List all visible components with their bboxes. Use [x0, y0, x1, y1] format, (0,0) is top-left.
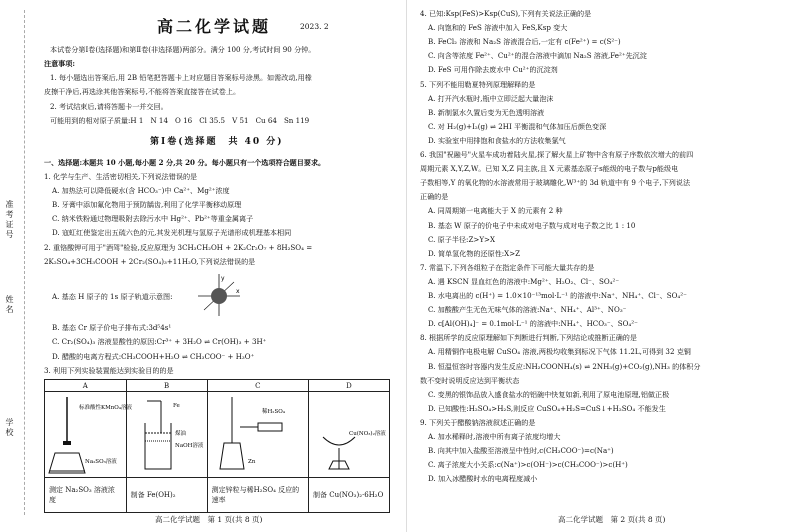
- label-b2: 煤油: [174, 430, 186, 437]
- option-line: D. FeS 可用作除去废水中 Cu²⁺的沉淀剂: [428, 65, 558, 75]
- option-line: D. 加入冰醋酸时水的电离程度减小: [428, 474, 538, 484]
- option: D. 醋酸的电离方程式:CH₃COOH+H₂O ⇌ CH₃COO⁻ + H₃O⁺: [52, 352, 255, 361]
- instruction-line: 2. 考试结束后,请将答题卡一并交回。: [50, 102, 168, 111]
- page-divider: [406, 0, 407, 532]
- option-line: B. 水电离出的 c(H⁺) = 1.0×10⁻¹³mol·L⁻¹ 的溶液中:Na⁺、NH₄⁺、Cl⁻、SO₄²⁻: [428, 291, 687, 300]
- option-line: C. 对 H₂(g)+I₂(g) ⇌ 2HI 平衡混和气体加压后颜色变深: [428, 121, 607, 131]
- label-a1: 标准酸性KMnO₄溶液: [79, 404, 133, 411]
- apparatus-a: [45, 392, 133, 478]
- question-line: 4. 已知:Ksp(FeS)>Ksp(CuS),下列有关说法正确的是: [420, 9, 592, 18]
- exam-date: 2023. 2: [300, 22, 329, 31]
- svg-text:y: y: [221, 275, 225, 282]
- side-label-school: 学校: [5, 418, 14, 438]
- label-b1: Fe: [172, 402, 180, 409]
- question-heading: 一、选择题:本题共 10 小题,每小题 2 分,共 20 分。每小题只有一个选项符合题目要求。: [44, 158, 326, 167]
- option-line: 数不变时说明反应达到平衡状态: [420, 375, 520, 385]
- option: A. 加热法可以降低硬水(含 HCO₃⁻)中 Ca²⁺、Mg²⁺浓度: [52, 186, 230, 195]
- caption-b: 制备 Fe(OH)₂: [126, 478, 207, 513]
- instruction-line: 本试卷分第Ⅰ卷(选择题)和第Ⅱ卷(非选择题)两部分。满分 100 分,考试时间 90 分钟。: [50, 45, 316, 54]
- option: D. 寇虹红使鉴定出五硫六色的元,其发光机理与氢原子光谱形成机理基本相同: [52, 228, 292, 237]
- option-line: B. 向其中加入盐酸至溶液呈中性时,c(CH₃COO⁻)=c(Na⁺): [428, 446, 614, 456]
- caption-a: 测定 Na₂SO₃ 溶液浓度: [45, 478, 127, 513]
- table-header: A: [45, 380, 127, 392]
- label-a2: Na₂SO₃溶液: [85, 458, 118, 465]
- option-line: C. 向含等浓度 Fe²⁺、Cu²⁺的混合溶液中滴加 Na₂S 溶液,Fe²⁺先沉淀: [428, 51, 647, 61]
- option-line: C. 变黑的银饰品放入盛食盐水的铝碗中快复如新,利用了原电池原理,铝做正极: [428, 389, 670, 399]
- apparatus-d: [308, 392, 389, 478]
- question-line: 7. 常温下,下列各组粒子在指定条件下可能大量共存的是: [420, 262, 595, 272]
- caption-d: 制备 Cu(NO₃)₂·6H₂O: [308, 478, 389, 513]
- footer-left: 高二化学试题 第 1 页(共 8 页): [155, 515, 263, 524]
- svg-text:x: x: [236, 288, 240, 295]
- option-line: A. 打开汽水瓶时,瓶中立即泛起大量泡沫: [428, 93, 554, 103]
- question-2-cont: 2K₂SO₄+3CH₃COOH + 2Cr₂(SO₄)₃+11H₂O,下列说法错误的是: [44, 257, 256, 266]
- table-header: C: [207, 380, 308, 392]
- option-line: D. 已知酸性:H₂SO₄>H₂S,则反应 CuSO₄+H₂S=CuS↓+H₂SO₄ 不能发生: [428, 403, 666, 413]
- atomic-mass-line: 可能用到的相对原子质量:H 1 N 14 O 16 Cl 35.5 V 51 Cu 64 Sn 119: [50, 116, 310, 125]
- label-c2: Zn: [247, 458, 256, 465]
- question-2: 2. 重铬酸钾可用于"酒驾"检验,反应原理为 3CH₃CH₂OH + 2K₂Cr₂O₇ + 8H₂SO₄ =: [44, 243, 313, 252]
- option-line: A. 同周期第一电离能大于 X 的元素有 2 种: [428, 206, 563, 216]
- page-title: 高二化学试题: [157, 17, 272, 36]
- option-line: C. 原子半径:Z>Y>X: [428, 234, 495, 244]
- section-title: 第Ⅰ卷(选择题 共 40 分): [150, 137, 284, 147]
- option-line: A. 遇 KSCN 显血红色的溶液中:Mg²⁺、H₂O₂、Cl⁻、SO₄²⁻: [428, 276, 620, 286]
- apparatus-b: [126, 392, 207, 478]
- question-1: 1. 化学与生产、生活密切相关,下列说法错误的是: [44, 172, 198, 181]
- caption-c: 测定锌粒与稀H₂SO₄ 反应的速率: [207, 478, 308, 513]
- option-line: 子数相等,Y 的氧化物的水溶液常用于玻璃雕化,W³⁺的 3d 轨道中有 9 个电子,下列说法: [420, 178, 691, 188]
- label-d1: Cu(NO₃)₂溶液: [348, 430, 386, 437]
- apparatus-c: [207, 392, 308, 478]
- option-line: A. 用精铜作电极电解 CuSO₄ 溶液,两极均收集到标况下气体 11.2L,可得到 32 克铜: [428, 347, 691, 357]
- experiment-table: [44, 379, 390, 513]
- question-line: 8. 根据所学的反应原理解如下判断进行判断,下列结论或推断正确的是: [420, 333, 637, 343]
- question-line: 6. 我国"祝融号"火星车成功着陆火星,探了解火星上矿物中含有原子序数依次增大的前四: [420, 150, 694, 159]
- table-header: B: [126, 380, 207, 392]
- option-line: C. 加酸酸产生无色无味气体的溶液:Na⁺、NH₄⁺、Al³⁺、NO₃⁻: [428, 305, 627, 315]
- option: C. Cr₂(SO₄)₃ 溶液显酸性的原因:Cr³⁺ + 3H₂O ⇌ Cr(OH)₃ + 3H⁺: [52, 337, 267, 346]
- option-line: 周期元素 X,Y,Z,W。已知 X,Z 同主族,且 X 元素基态原子s能级的电子数与p能级电: [420, 164, 679, 174]
- label-b3: NaOH溶液: [174, 442, 204, 449]
- option: B. 牙膏中添加氟化物用于预防龋齿,利用了化学平衡移动原理: [52, 200, 242, 209]
- footer-right: 高二化学试题 第 2 页(共 8 页): [558, 515, 666, 524]
- side-label-name: 姓名: [5, 295, 14, 315]
- option: B. 基态 Cr 原子价电子排布式:3d⁵4s¹: [52, 323, 172, 332]
- binding-line: [24, 10, 25, 515]
- option-line: B. 基态 W 原子的价电子中未成对电子数与成对电子数之比 1 : 10: [428, 220, 636, 230]
- instruction-line: 1. 每小题选出答案后,用 2B 铅笔把答题卡上对应题目答案标号涂黑。如需改动,用橡: [50, 73, 312, 82]
- table-header: D: [308, 380, 389, 392]
- option-line: D. c[Al(OH)₄]⁻ = 0.1mol·L⁻¹ 的溶液中:NH₄⁺、HCO₃⁻、SO₄²⁻: [428, 319, 638, 329]
- option-line: D. 简单氢化物的还原性:X>Z: [428, 248, 521, 258]
- option: A. 基态 H 原子的 1s 原子轨道示意图:: [52, 292, 173, 301]
- option-line: A. 加水稀释时,溶液中所有离子浓度均增大: [428, 432, 561, 441]
- side-label-ticket: 准考证号: [5, 200, 14, 240]
- option-line: 正确的是: [420, 192, 449, 202]
- option-line: A. 向饱和的 FeS 溶液中加入 FeS,Ksp 变大: [428, 23, 568, 33]
- label-c1: 稀H₂SO₄: [261, 408, 285, 415]
- question-line: 5. 下列不能用勒夏特列原理解释的是: [420, 79, 536, 89]
- question-3: 3. 利用下列实验装置能达到实验目的的是: [44, 366, 174, 375]
- option-line: B. 新制氯水久置后变为无色透明溶液: [428, 107, 545, 117]
- instruction-line: 皮擦干净后,再选涂其他答案标号,不能将答案直接答在试卷上。: [44, 87, 241, 96]
- option-line: D. 实验室中用排饱和食盐水的方法收集氯气: [428, 135, 566, 145]
- option-line: B. 恒温恒容时容器内发生反应:NH₂COONH₄(s) ⇌ 2NH₃(g)+CO₂(g),NH₃ 的体积分: [428, 361, 701, 371]
- instruction-heading: 注意事项:: [44, 59, 75, 68]
- option: C. 纳米铁粉通过物理吸附去除污水中 Hg²⁺、Pb²⁺等重金属离子: [52, 214, 254, 223]
- option-line: C. 离子浓度大小关系:c(Na⁺)>c(OH⁻)>c(CH₃COO⁻)>c(H⁺): [428, 460, 628, 470]
- question-line: 9. 下列关于醋酸钠溶液叙述正确的是: [420, 417, 536, 427]
- option-line: B. FeCl₂ 溶液和 Na₂S 溶液混合后,一定有 c(Fe²⁺) = c(S²⁻): [428, 37, 621, 47]
- orbital-diagram: [196, 272, 242, 318]
